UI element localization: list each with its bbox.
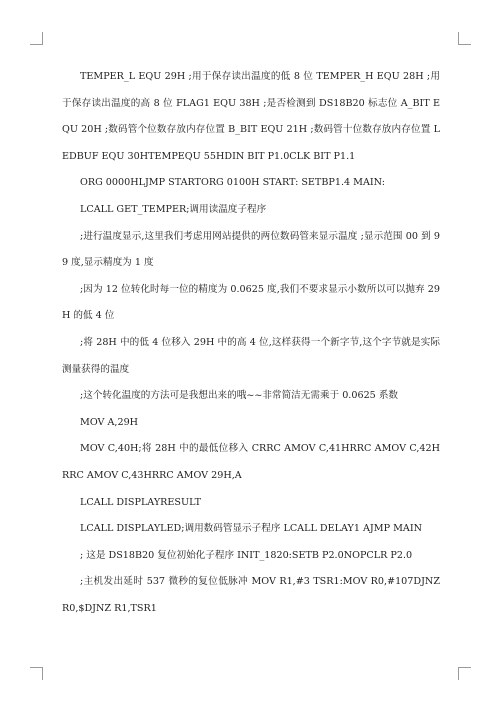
paragraph-symbol-definitions: TEMPER_L EQU 29H ;用于保存读出温度的低 8 位 TEMPER_H EQU 28H ;用于保存读出温度的高 8 位 FLAG1 EQU 38H ;是否检测到 DS18B20 标志位 A_BIT EQU 20H ;数码管个位数存放内存位置 B_BIT EQU 21H ;数码管十位数存放内存位置 LEDBUF EQU 30HTEMPEQU 55HDIN BIT P1.0CLK BIT P1.1: [62, 71, 440, 162]
paragraph-lcall-displayled: LCALL DISPLAYLED;调用数码管显示子程序 LCALL DELAY1 AJMP MAIN: [80, 523, 423, 535]
document-body: [62, 64, 440, 622]
paragraph-init-1820: ; 这是 DS18B20 复位初始化子程序 INIT_1820:SETB P2.0NOPCLR P2.0: [80, 549, 413, 561]
paragraph-display-comment: ;进行温度显示,这里我们考虑用网站提供的两位数码管来显示温度 ;显示范围 00 到 99 度,显示精度为 1 度: [62, 230, 440, 269]
paragraph-mov-a: MOV A,29H: [80, 416, 139, 428]
paragraph-reset-pulse: ;主机发出延时 537 微秒的复位低脉冲 MOV R1,#3 TSR1:MOV R0,#107DJNZ R0,$DJNZ R1,TSR1: [62, 576, 440, 614]
paragraph-mov-c-rotate: MOV C,40H;将 28H 中的最低位移入 CRRC AMOV C,41HRRC AMOV C,42HRRC AMOV C,43HRRC AMOV 29H,A: [62, 443, 440, 481]
crop-mark-top-right: [458, 32, 471, 45]
crop-mark-bottom-left: [30, 667, 43, 680]
crop-mark-bottom-right: [458, 667, 471, 680]
paragraph-org-start: ORG 0000HLJMP STARTORG 0100H START: SETBP1.4 MAIN:: [80, 177, 385, 189]
crop-mark-top-left: [30, 32, 43, 45]
paragraph-lcall-displayresult: LCALL DISPLAYRESULT: [80, 496, 202, 508]
paragraph-precision-comment: ;因为 12 位转化时每一位的精度为 0.0625 度,我们不要求显示小数所以可以抛弃 29H 的低 4 位: [62, 283, 440, 322]
paragraph-shift-comment: ;将 28H 中的低 4 位移入 29H 中的高 4 位,这样获得一个新字节,这个字节就是实际测量获得的温度: [62, 336, 440, 375]
paragraph-lcall-get-temper: LCALL GET_TEMPER;调用读温度子程序: [80, 203, 267, 215]
paragraph-method-comment: ;这个转化温度的方法可是我想出来的哦~~非常简洁无需乘于 0.0625 系数: [80, 390, 399, 402]
